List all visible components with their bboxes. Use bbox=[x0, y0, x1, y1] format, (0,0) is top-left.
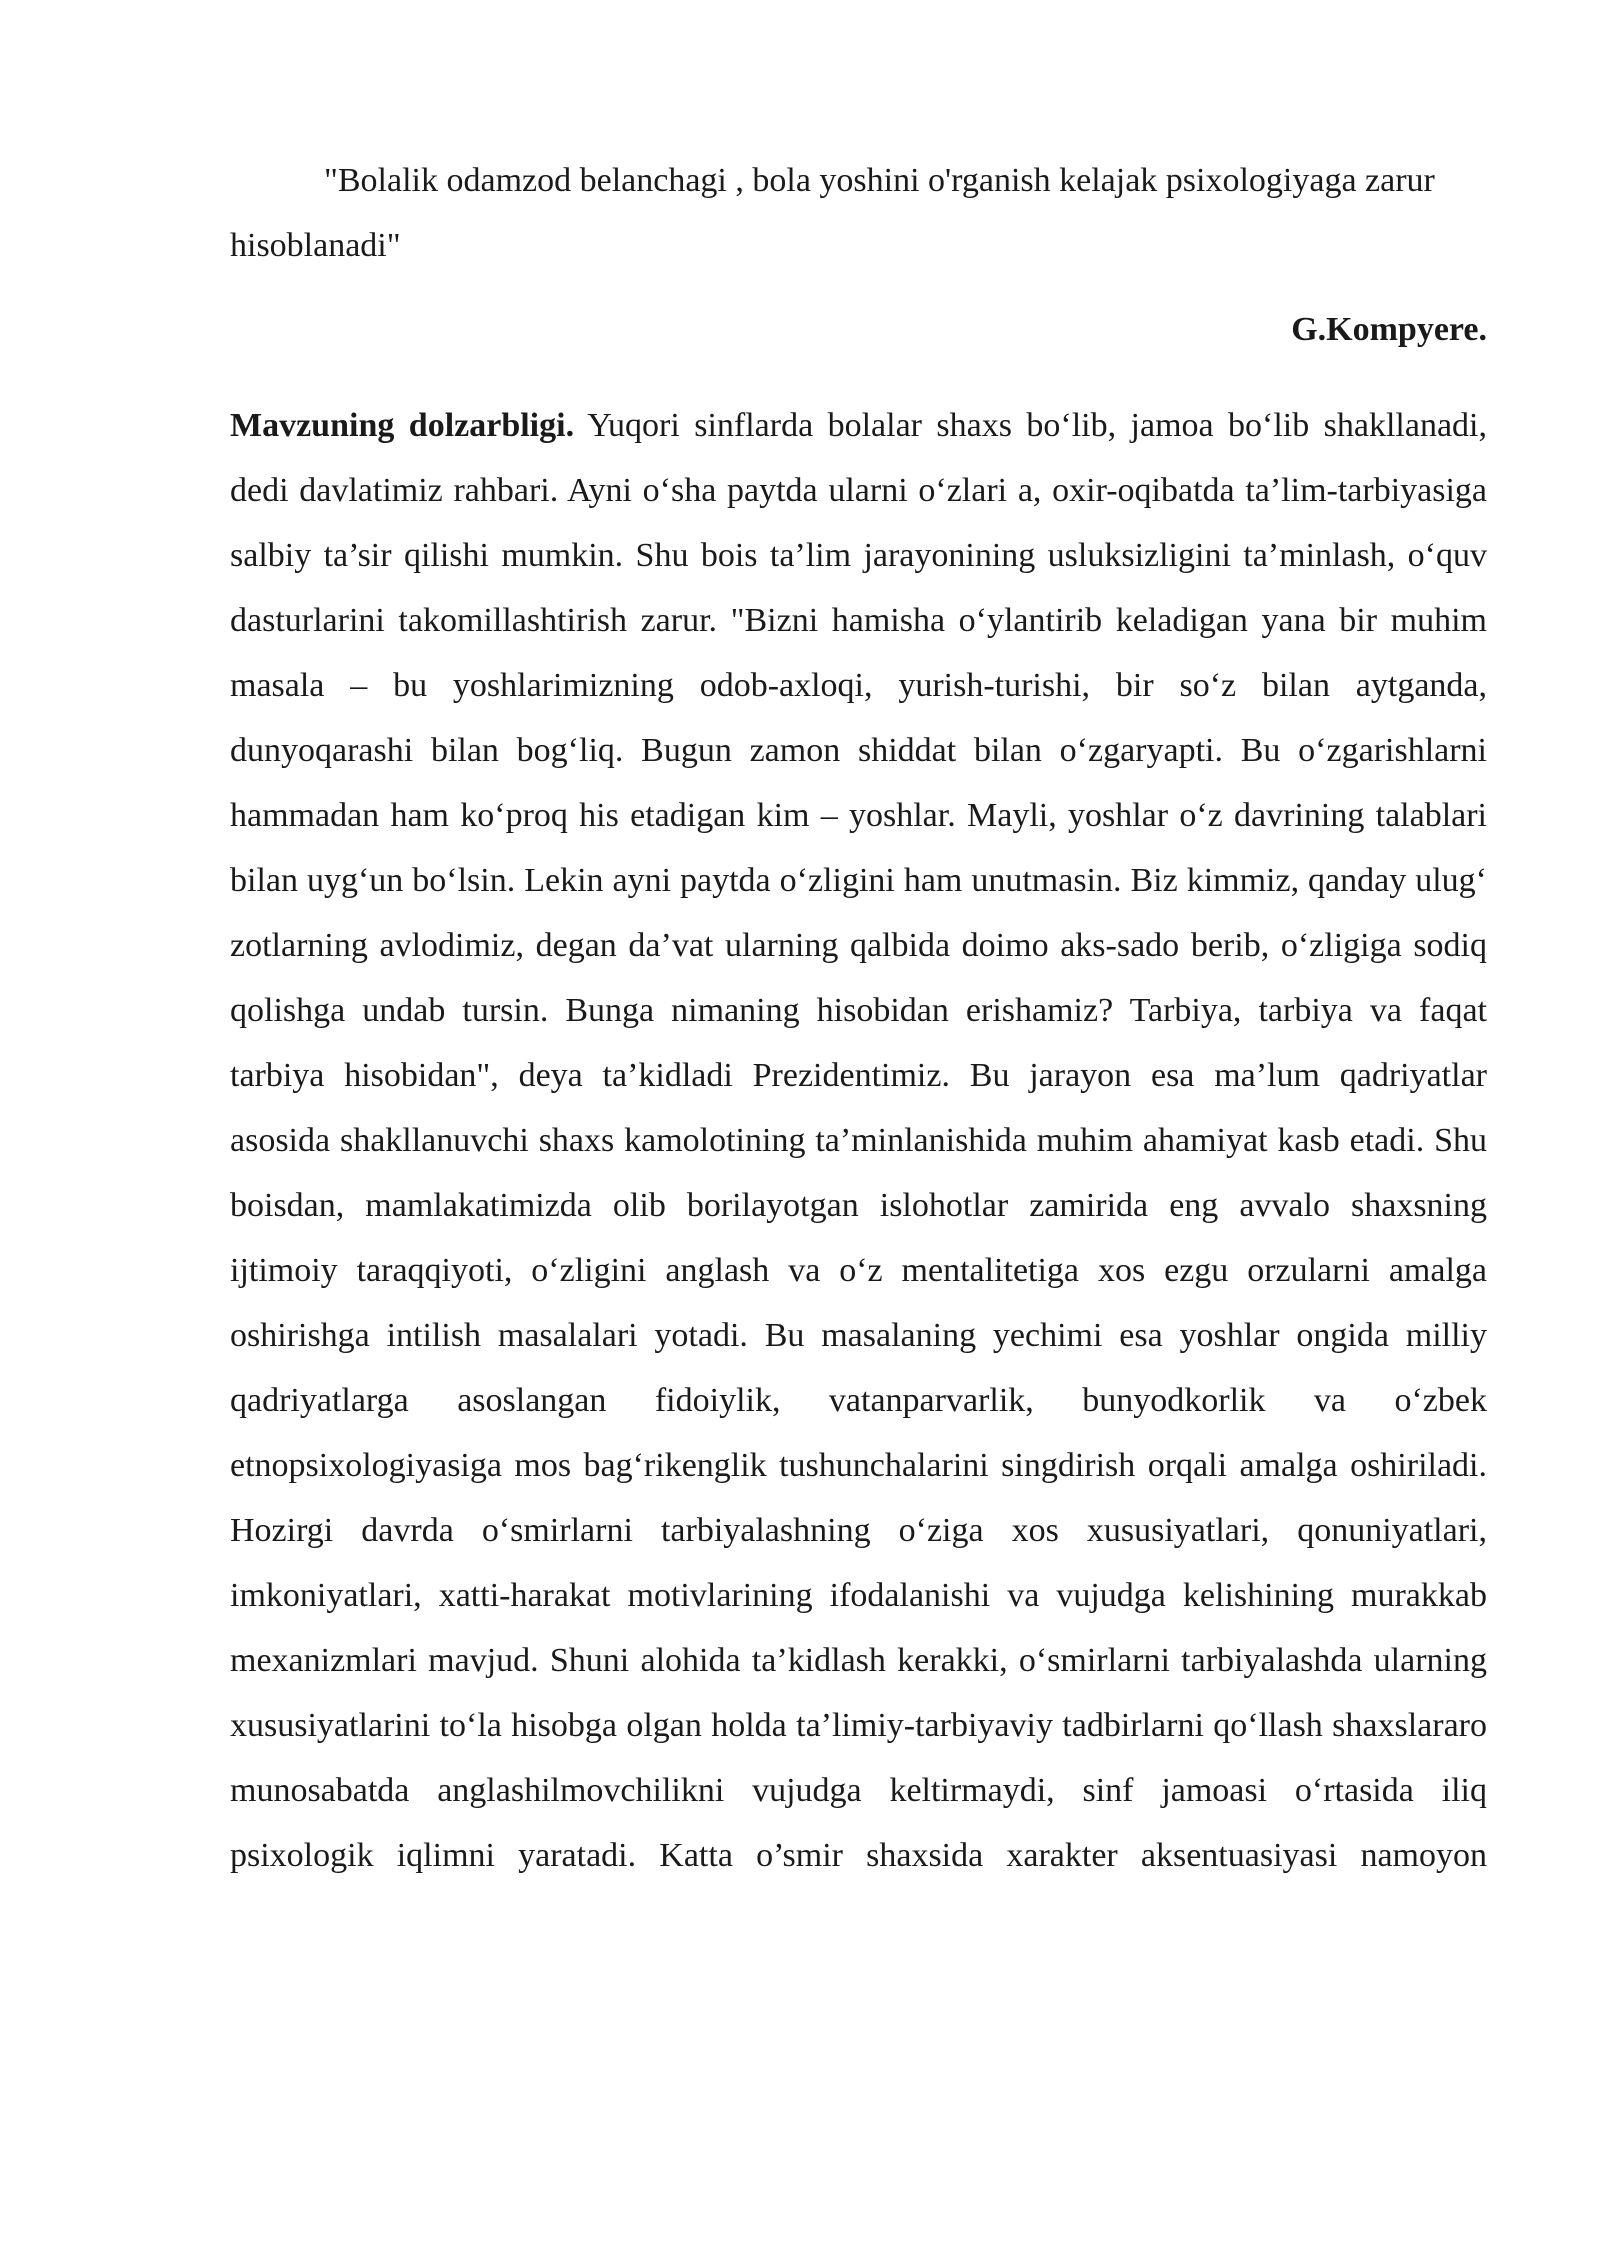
body-paragraph bbox=[230, 393, 1487, 1888]
section-heading-lead: Mavzuning dolzarbligi. bbox=[230, 407, 575, 444]
body-paragraph-text: Yuqori sinflarda bolalar shaxs bo‘lib, jamoa bo‘lib shakllanadi, dedi davlatimiz rahbari. Ayni o‘sha paytda ularni o‘zlari a, oxir-oqibatda ta’lim-tarbiyasiga salbiy ta’sir qilishi mumkin. Shu bois ta’lim jarayonining usluksizligini ta’minlash, o‘quv dasturlarini takomillashtirish zarur. "Bizni hamisha o‘ylantirib keladigan yana bir muhim masala – bu yoshlarimizning odob-axloqi, yurish-turishi, bir so‘z bilan aytganda, dunyoqarashi bilan bog‘liq. Bugun zamon shiddat bilan o‘zgaryapti. Bu o‘zgarishlarni hammadan ham ko‘proq his etadigan kim – yoshlar. Mayli, yoshlar o‘z davrining talablari bilan uyg‘un bo‘lsin. Lekin ayni paytda o‘zligini ham unutmasin. Biz kimmiz, qanday ulug‘ zotlarning avlodimiz, degan da’vat ularning qalbida doimo aks-sado berib, o‘zligiga sodiq qolishga undab tursin. Bunga nimaning hisobidan erishamiz? Tarbiya, tarbiya va faqat tarbiya hisobidan", deya ta’kidladi Prezidentimiz. Bu jarayon esa ma’lum qadriyatlar asosida shakllanuvchi shaxs kamolotining ta’minlanishida muhim ahamiyat kasb etadi. Shu boisdan, mamlakatimizda olib borilayotgan islohotlar zamirida eng avvalo shaxsning ijtimoiy taraqqiyoti, o‘zligini anglash va o‘z mentalitetiga xos ezgu orzularni amalga oshirishga intilish masalalari yotadi. Bu masalaning yechimi esa yoshlar ongida milliy qadriyatlarga asoslangan fidoiylik, vatanparvarlik, bunyodkorlik va o‘zbek etnopsixologiyasiga mos bag‘rikenglik tushunchalarini singdirish orqali amalga oshiriladi. Hozirgi davrda o‘smirlarni tarbiyalashning o‘ziga xos xususiyatlari, qonuniyatlari, imkoniyatlari, xatti-harakat motivlarining ifodalanishi va vujudga kelishining murakkab mexanizmlari mavjud. Shuni alohida ta’kidlash kerakki, o‘smirlarni tarbiyalashda ularning xususiyatlarini to‘la hisobga olgan holda ta’limiy-tarbiyaviy tadbirlarni qo‘llash shaxslararo munosabatda anglashilmovchilikni vujudga keltirmaydi, sinf jamoasi o‘rtasida iliq psixologik iqlimni yaratadi. Katta o’smir shaxsida xarakter aksentuasiyasi namoyon bbox=[230, 407, 1488, 1874]
epigraph-quote: "Bolalik odamzod belanchagi , bola yoshini o'rganish kelajak psixologiyaga zarur hisoblanadi" bbox=[230, 162, 1435, 264]
epigraph-author: G.Kompyere. bbox=[1291, 311, 1487, 348]
